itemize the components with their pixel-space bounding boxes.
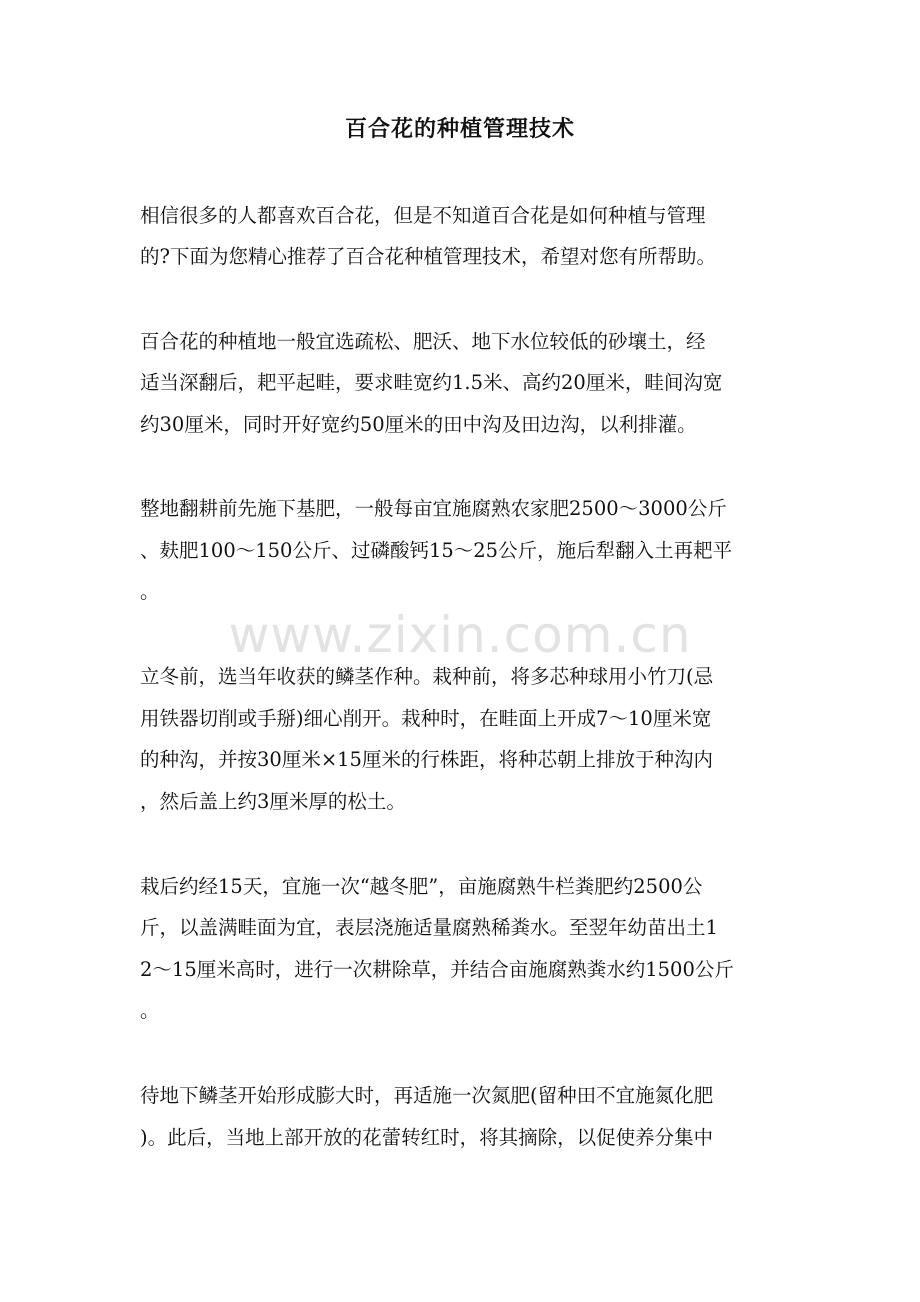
- paragraph-line: 立冬前，选当年收获的鳞茎作种。栽种前，将多芯种球用小竹刀(忌: [140, 665, 714, 688]
- paragraph-line: 的?下面为您精心推荐了百合花种植管理技术，希望对您有所帮助。: [140, 245, 716, 268]
- paragraph-line: 。: [140, 999, 160, 1022]
- paragraph-line: 相信很多的人都喜欢百合花，但是不知道百合花是如何种植与管理: [140, 204, 706, 227]
- document-title: 百合花的种植管理技术: [344, 116, 575, 142]
- paragraph-line: 整地翻耕前先施下基肥，一般每亩宜施腐熟农家肥2500～3000公斤: [140, 497, 727, 520]
- paragraph-line: 斤，以盖满畦面为宜，表层浇施适量腐熟稀粪水。至翌年幼苗出土1: [140, 916, 718, 939]
- paragraph-line: 。: [140, 580, 160, 603]
- paragraph-line: ，然后盖上约3厘米厚的松土。: [140, 790, 406, 813]
- paragraph-line: 待地下鳞茎开始形成膨大时，再适施一次氮肥(留种田不宜施氮化肥: [140, 1084, 714, 1107]
- watermark: www.zixin.com.cn: [228, 606, 692, 664]
- paragraph-line: 的种沟，并按30厘米×15厘米的行株距，将种芯朝上排放于种沟内: [140, 748, 713, 771]
- paragraph-line: 栽后约经15天，宜施一次“越冬肥”，亩施腐熟牛栏粪肥约2500公: [140, 875, 703, 898]
- paragraph-line: )。此后，当地上部开放的花蕾转红时，将其摘除，以促使养分集中: [140, 1126, 714, 1149]
- paragraph-line: 适当深翻后，耙平起畦，要求畦宽约1.5米、高约20厘米，畦间沟宽: [140, 371, 723, 394]
- paragraph-line: 2～15厘米高时，进行一次耕除草，并结合亩施腐熟粪水约1500公斤: [140, 958, 734, 981]
- paragraph-line: 、麸肥100～150公斤、过磷酸钙15～25公斤，施后犁翻入土再耙平: [140, 539, 733, 562]
- paragraph-line: 约30厘米，同时开好宽约50厘米的田中沟及田边沟，以利排灌。: [140, 413, 697, 436]
- paragraph-line: 百合花的种植地一般宜选疏松、肥沃、地下水位较低的砂壤土，经: [140, 330, 706, 353]
- paragraph-line: 用铁器切削或手掰)细心削开。栽种时，在畦面上开成7～10厘米宽: [140, 707, 712, 730]
